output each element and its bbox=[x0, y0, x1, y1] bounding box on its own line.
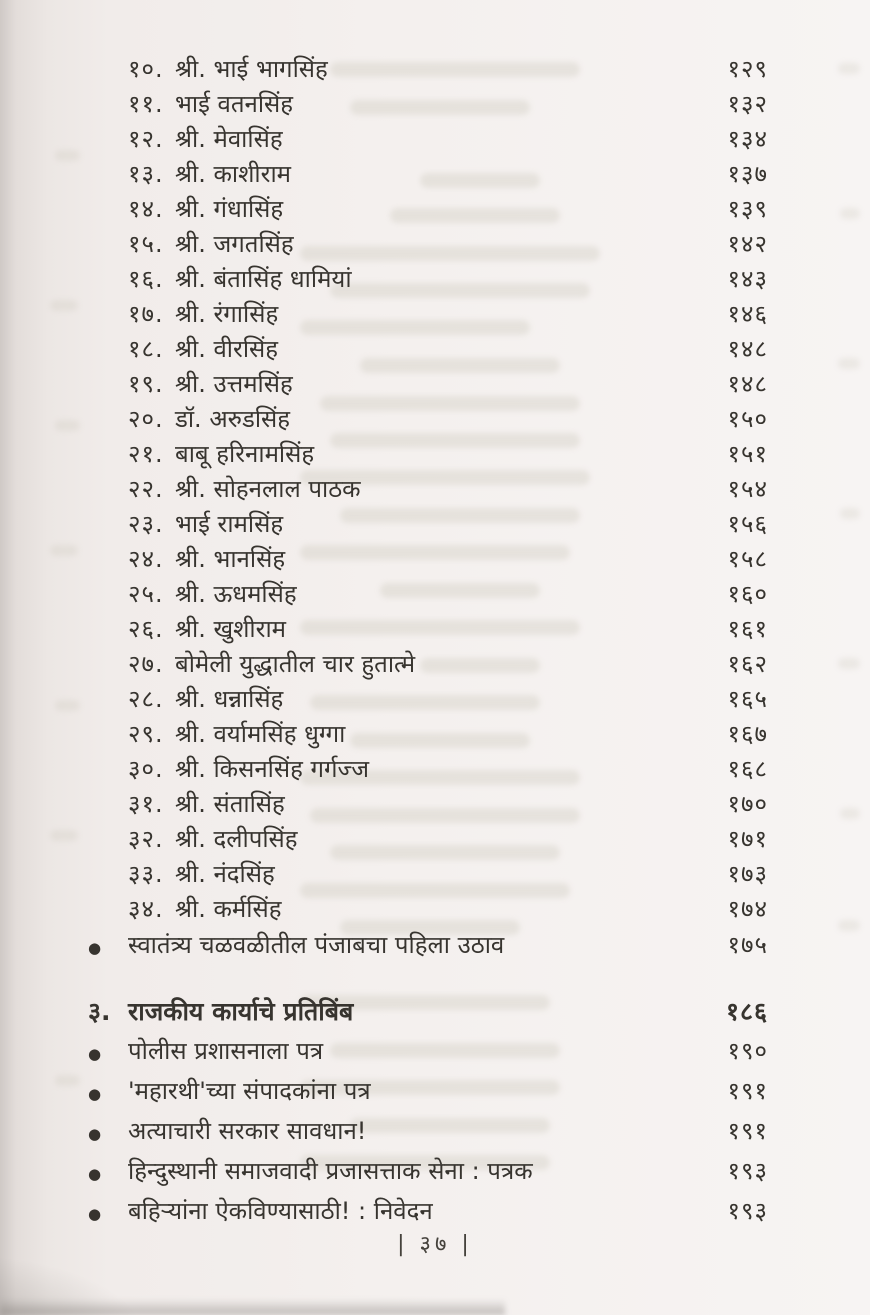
row-marker: ● bbox=[88, 1165, 102, 1183]
toc-row bbox=[88, 367, 768, 402]
row-title: श्री. काशीराम bbox=[175, 160, 292, 188]
row-title: श्री. किसनसिंह गर्गज्ज bbox=[175, 755, 370, 783]
row-page-number: १४३ bbox=[727, 265, 768, 293]
row-title: हिन्दुस्थानी समाजवादी प्रजासत्ताक सेना : पत्रक bbox=[128, 1157, 533, 1185]
row-page-number: १८६ bbox=[725, 997, 768, 1026]
row-title: श्री. कर्मसिंह bbox=[175, 895, 282, 923]
row-page-number: १६२ bbox=[727, 650, 768, 678]
toc-row bbox=[88, 192, 768, 227]
row-page-number: १४८ bbox=[727, 335, 768, 363]
row-number: १४. bbox=[128, 195, 164, 223]
row-title: श्री. दलीपसिंह bbox=[175, 825, 298, 853]
row-title: श्री. जगतसिंह bbox=[175, 230, 294, 258]
row-title: श्री. नंदसिंह bbox=[175, 860, 275, 888]
toc-row bbox=[88, 822, 768, 857]
toc-row bbox=[88, 787, 768, 822]
row-title: श्री. बंतासिंह धामियां bbox=[175, 265, 352, 293]
row-title: श्री. संतासिंह bbox=[175, 790, 285, 818]
toc-row bbox=[88, 542, 768, 577]
toc-row bbox=[88, 122, 768, 157]
row-page-number: १९० bbox=[727, 1037, 768, 1065]
row-number: २२. bbox=[128, 475, 164, 503]
row-number: ३०. bbox=[128, 755, 164, 783]
row-number: २६. bbox=[128, 615, 164, 643]
row-title: श्री. सोहनलाल पाठक bbox=[175, 475, 361, 503]
toc-row bbox=[88, 87, 768, 122]
row-page-number: १७० bbox=[727, 790, 768, 818]
row-title: बाबू हरिनामसिंह bbox=[175, 440, 315, 468]
row-number: २४. bbox=[128, 545, 164, 573]
row-marker: ● bbox=[88, 939, 102, 957]
toc-row bbox=[88, 892, 768, 927]
toc-row bbox=[88, 332, 768, 367]
row-page-number: १६१ bbox=[727, 615, 768, 643]
row-title: श्री. मेवासिंह bbox=[175, 125, 283, 153]
toc-row bbox=[88, 262, 768, 297]
bleedthrough-artifact bbox=[838, 63, 860, 74]
bleedthrough-artifact bbox=[840, 808, 860, 819]
toc-row bbox=[88, 577, 768, 612]
row-page-number: १४८ bbox=[727, 370, 768, 398]
row-number: १०. bbox=[128, 55, 164, 83]
row-page-number: १६७ bbox=[727, 720, 768, 748]
row-title: बहिऱ्यांना ऐकविण्यासाठी! : निवेदन bbox=[128, 1197, 433, 1225]
toc-row bbox=[88, 1073, 768, 1113]
row-number: ३३. bbox=[128, 860, 164, 888]
bleedthrough-artifact bbox=[55, 420, 80, 431]
row-number: ३२. bbox=[128, 825, 164, 853]
row-title: स्वातंत्र्य चळवळीतील पंजाबचा पहिला उठाव bbox=[128, 931, 505, 959]
row-number: १९. bbox=[128, 370, 164, 398]
toc-row bbox=[88, 612, 768, 647]
row-title: भाई वतनसिंह bbox=[175, 90, 294, 118]
row-marker: ● bbox=[88, 1045, 102, 1063]
bleedthrough-artifact bbox=[840, 208, 860, 219]
toc-row bbox=[88, 227, 768, 262]
row-title: श्री. ऊधमसिंह bbox=[175, 580, 297, 608]
row-page-number: १५४ bbox=[727, 475, 768, 503]
row-page-number: १३४ bbox=[727, 125, 768, 153]
row-number: ११. bbox=[128, 90, 164, 118]
row-title: श्री. भानसिंह bbox=[175, 545, 286, 573]
row-number: २१. bbox=[128, 440, 164, 468]
row-marker: ● bbox=[88, 1085, 102, 1103]
row-number: १७. bbox=[128, 300, 164, 328]
row-page-number: १४६ bbox=[727, 300, 768, 328]
row-page-number: १९३ bbox=[727, 1197, 768, 1225]
row-page-number: १६० bbox=[727, 580, 768, 608]
bleedthrough-artifact bbox=[50, 830, 78, 841]
row-page-number: १२९ bbox=[727, 55, 768, 83]
toc-row bbox=[88, 52, 768, 87]
row-page-number: १९१ bbox=[727, 1117, 768, 1145]
row-page-number: १७१ bbox=[727, 825, 768, 853]
row-page-number: १९१ bbox=[727, 1077, 768, 1105]
toc-row bbox=[88, 1193, 768, 1233]
row-page-number: १३९ bbox=[727, 195, 768, 223]
row-number: १३. bbox=[128, 160, 164, 188]
row-page-number: १९३ bbox=[727, 1157, 768, 1185]
row-page-number: १४२ bbox=[727, 230, 768, 258]
toc-row bbox=[88, 927, 768, 967]
scan-shadow-corner bbox=[0, 1255, 150, 1315]
bleedthrough-artifact bbox=[50, 545, 78, 556]
row-page-number: १६८ bbox=[727, 755, 768, 783]
row-page-number: १६५ bbox=[727, 685, 768, 713]
row-title: 'महारथी'च्या संपादकांना पत्र bbox=[128, 1077, 371, 1105]
row-number: २९. bbox=[128, 720, 164, 748]
row-title: श्री. गंधासिंह bbox=[175, 195, 284, 223]
bleedthrough-artifact bbox=[840, 508, 860, 519]
row-number: २८. bbox=[128, 685, 164, 713]
row-page-number: १३७ bbox=[727, 160, 768, 188]
toc-row bbox=[88, 297, 768, 332]
row-marker: ३. bbox=[88, 997, 111, 1026]
row-number: २०. bbox=[128, 405, 164, 433]
bleedthrough-artifact bbox=[55, 700, 80, 711]
row-page-number: १७३ bbox=[727, 860, 768, 888]
row-page-number: १५१ bbox=[727, 440, 768, 468]
row-title: श्री. भाई भागसिंह bbox=[175, 55, 328, 83]
row-title: श्री. धन्नासिंह bbox=[175, 685, 284, 713]
toc-row bbox=[88, 157, 768, 192]
toc-row bbox=[88, 437, 768, 472]
table-of-contents bbox=[88, 52, 768, 1233]
row-title: राजकीय कार्याचे प्रतिबिंब bbox=[128, 997, 354, 1026]
row-title: डॉ. अरुडसिंह bbox=[175, 405, 291, 433]
row-marker: ● bbox=[88, 1125, 102, 1143]
bleedthrough-artifact bbox=[50, 300, 78, 311]
row-marker: ● bbox=[88, 1205, 102, 1223]
row-number: १५. bbox=[128, 230, 164, 258]
row-title: पोलीस प्रशासनाला पत्र bbox=[128, 1037, 324, 1065]
toc-row bbox=[88, 857, 768, 892]
toc-row bbox=[88, 507, 768, 542]
toc-row bbox=[88, 752, 768, 787]
bleedthrough-artifact bbox=[838, 920, 860, 931]
bleedthrough-artifact bbox=[55, 150, 80, 161]
toc-row bbox=[88, 682, 768, 717]
row-title: बोमेली युद्धातील चार हुतात्मे bbox=[175, 650, 416, 678]
row-page-number: १३२ bbox=[727, 90, 768, 118]
toc-row bbox=[88, 647, 768, 682]
row-page-number: १५८ bbox=[727, 545, 768, 573]
row-number: १६. bbox=[128, 265, 164, 293]
row-number: १२. bbox=[128, 125, 164, 153]
row-page-number: १७४ bbox=[727, 895, 768, 923]
row-number: ३४. bbox=[128, 895, 164, 923]
row-title: भाई रामसिंह bbox=[175, 510, 284, 538]
row-number: २७. bbox=[128, 650, 164, 678]
bleedthrough-artifact bbox=[838, 358, 860, 369]
toc-row bbox=[88, 1033, 768, 1073]
toc-row bbox=[88, 1113, 768, 1153]
row-title: श्री. वीरसिंह bbox=[175, 335, 279, 363]
bleedthrough-artifact bbox=[55, 1075, 80, 1086]
row-title: श्री. वर्यामसिंह धुग्गा bbox=[175, 720, 346, 748]
row-page-number: १५० bbox=[727, 405, 768, 433]
row-title: अत्याचारी सरकार सावधान! bbox=[128, 1117, 367, 1145]
row-page-number: १७५ bbox=[727, 931, 768, 959]
toc-row bbox=[88, 717, 768, 752]
toc-row bbox=[88, 472, 768, 507]
row-number: २३. bbox=[128, 510, 164, 538]
row-title: श्री. रंगासिंह bbox=[175, 300, 279, 328]
row-number: ३१. bbox=[128, 790, 164, 818]
page-number-footer: | ३७ | bbox=[397, 1232, 473, 1257]
row-title: श्री. खुशीराम bbox=[175, 615, 287, 643]
row-number: २५. bbox=[128, 580, 164, 608]
toc-row bbox=[88, 991, 768, 1033]
row-number: १८. bbox=[128, 335, 164, 363]
bleedthrough-artifact bbox=[838, 658, 860, 669]
row-page-number: १५६ bbox=[727, 510, 768, 538]
row-title: श्री. उत्तमसिंह bbox=[175, 370, 293, 398]
toc-row bbox=[88, 1153, 768, 1193]
toc-row bbox=[88, 402, 768, 437]
